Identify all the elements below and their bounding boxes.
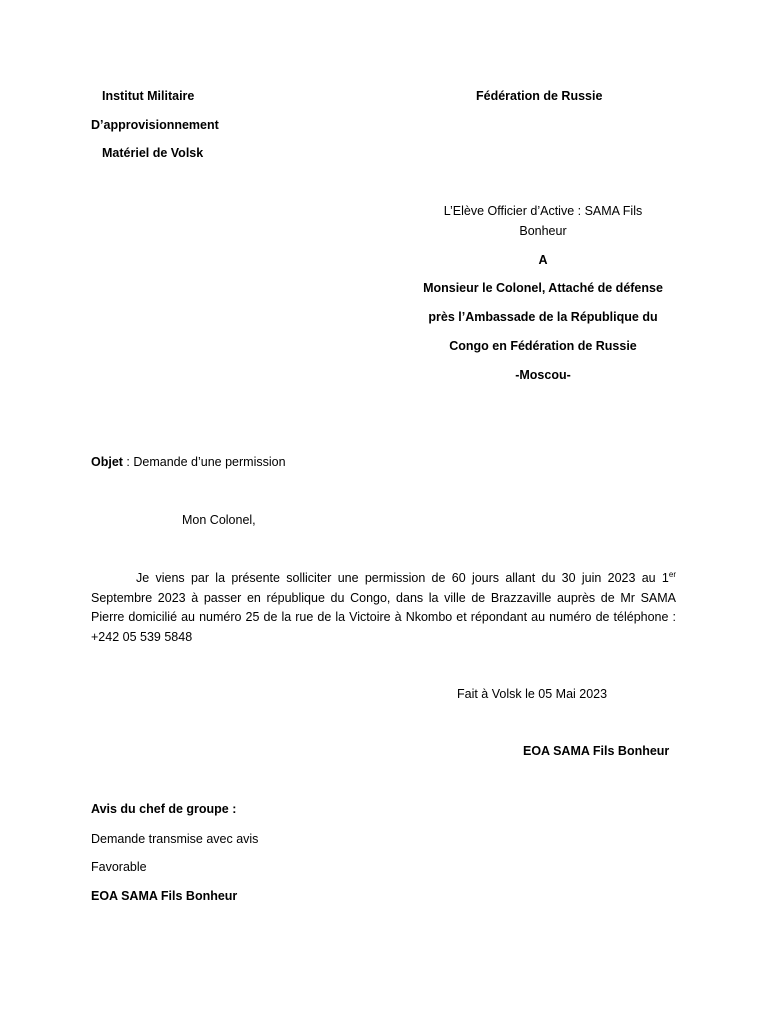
subject-line: [91, 454, 286, 470]
salutation: Mon Colonel,: [182, 513, 256, 527]
sender-line-2: Bonheur: [519, 224, 567, 238]
review-line-1: Demande transmise avec avis: [91, 832, 259, 846]
review-signature: EOA SAMA Fils Bonheur: [91, 889, 238, 903]
place-date: Fait à Volsk le 05 Mai 2023: [457, 687, 608, 701]
signature: EOA SAMA Fils Bonheur: [523, 744, 670, 758]
addressee-line-1: Monsieur le Colonel, Attaché de défense: [423, 281, 663, 295]
addressee-line-3: Congo en Fédération de Russie: [449, 339, 637, 353]
institute-line-2: D’approvisionnement: [91, 118, 219, 132]
institute-line-1: Institut Militaire: [102, 89, 195, 103]
institute-line-3: Matériel de Volsk: [102, 146, 204, 160]
body-paragraph: [91, 569, 676, 647]
addressee-city: -Moscou-: [515, 368, 571, 382]
subject-text: : Demande d’une permission: [122, 455, 286, 469]
body-part-1: Je viens par la présente solliciter une permission de 60 jours allant du 30 juin 2023 au 1: [136, 571, 669, 585]
to-label: A: [538, 253, 548, 267]
country-heading: Fédération de Russie: [476, 89, 603, 103]
body-part-2: Septembre 2023 à passer en république du Congo, dans la ville de Brazzaville auprès de Mr SAMA Pierre domicilié au numéro 25 de la rue de la Victoire à Nkombo et répondant au numéro de téléphone : +242 05 539 5848: [91, 590, 676, 644]
review-line-2: Favorable: [91, 860, 147, 874]
addressee-line-2: près l’Ambassade de la République du: [428, 310, 658, 324]
sender-line-1: L’Elève Officier d’Active : SAMA Fils: [443, 204, 643, 218]
review-title: Avis du chef de groupe :: [91, 802, 237, 816]
body-superscript: er: [668, 569, 676, 579]
subject-label: Objet: [91, 455, 123, 469]
